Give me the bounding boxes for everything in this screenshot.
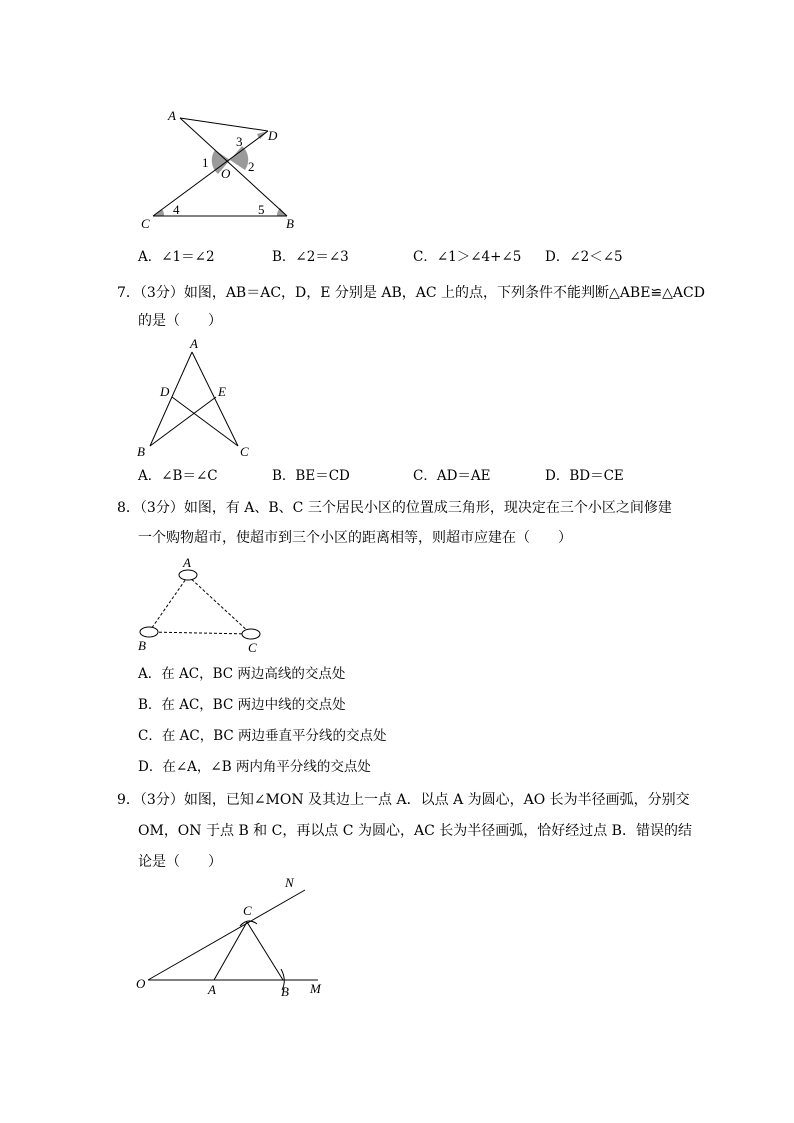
q7-label-D: D xyxy=(160,384,170,399)
q7-option-c[interactable]: C．AD＝AE xyxy=(413,468,491,484)
q7-segment-CD xyxy=(172,397,238,446)
q9-label-O: O xyxy=(136,976,146,991)
q9-label-A: A xyxy=(208,982,216,997)
q7-stem-line1: 7．（3分）如图，AB＝AC，D，E 分别是 AB，AC 上的点，下列条件不能判断△ABE≌△ACD xyxy=(117,285,705,301)
q7-segment-AC xyxy=(192,352,238,446)
q6-figure xyxy=(130,100,310,235)
q7-segment-AB xyxy=(150,352,192,446)
q6-label-A: A xyxy=(168,108,176,123)
q7-label-C: C xyxy=(240,444,249,459)
q8-figure xyxy=(130,555,270,655)
q9-label-C: C xyxy=(243,903,252,918)
q6-option-b[interactable]: B．∠2＝∠3 xyxy=(272,249,349,265)
q9-stem-line3: 论是（ ） xyxy=(138,854,222,870)
q8-path-BC xyxy=(149,632,251,634)
q8-community-B xyxy=(140,627,158,637)
q8-option-a[interactable]: A．在 AC，BC 两边高线的交点处 xyxy=(138,666,346,682)
q8-path-AB xyxy=(149,576,188,632)
q7-option-b[interactable]: B．BE＝CD xyxy=(272,468,350,484)
q8-label-C: C xyxy=(248,640,257,655)
q9-stem-line2: OM，ON 于点 B 和 C，再以点 C 为圆心，AC 长为半径画弧，恰好经过点 B．错误的结 xyxy=(138,823,692,839)
q8-label-A: A xyxy=(183,555,191,570)
q8-stem-line1: 8．（3分）如图，有 A、B、C 三个居民小区的位置成三角形，现决定在三个小区之间修建 xyxy=(117,500,672,516)
q9-segment-AC xyxy=(214,922,247,980)
q6-option-a[interactable]: A．∠1＝∠2 xyxy=(138,249,215,265)
q6-label-angle-3: 3 xyxy=(236,134,243,149)
q8-community-C xyxy=(242,629,260,639)
q8-community-A xyxy=(179,570,197,580)
q6-label-angle-2: 2 xyxy=(248,159,255,174)
q8-option-c[interactable]: C．在 AC，BC 两边垂直平分线的交点处 xyxy=(138,728,387,744)
q7-stem-line2: 的是（ ） xyxy=(138,313,222,329)
q9-label-B: B xyxy=(281,984,289,999)
q9-label-N: N xyxy=(285,875,294,890)
q7-segment-BE xyxy=(150,397,216,446)
q9-figure xyxy=(130,872,330,1002)
q7-label-B: B xyxy=(137,444,145,459)
q7-label-A: A xyxy=(190,336,198,351)
q6-label-angle-4: 4 xyxy=(173,202,180,217)
q9-stem-line1: 9．（3分）如图，已知∠MON 及其边上一点 A．以点 A 为圆心，AO 长为半径画弧，分别交 xyxy=(117,792,690,808)
q6-label-D: D xyxy=(268,128,278,143)
q8-label-B: B xyxy=(138,638,146,653)
q6-option-c[interactable]: C．∠1＞∠4+∠5 xyxy=(413,249,522,265)
q7-option-a[interactable]: A．∠B＝∠C xyxy=(138,468,218,484)
q6-option-d[interactable]: D．∠2＜∠5 xyxy=(545,249,623,265)
q6-label-angle-1: 1 xyxy=(202,155,209,170)
q6-label-B: B xyxy=(286,216,294,231)
q8-stem-line2: 一个购物超市，使超市到三个小区的距离相等，则超市应建在（ ） xyxy=(138,530,572,546)
q7-label-E: E xyxy=(218,384,226,399)
q9-ray-ON xyxy=(148,890,305,980)
q9-label-M: M xyxy=(310,981,321,996)
q8-option-d[interactable]: D．在∠A，∠B 两内角平分线的交点处 xyxy=(138,759,371,775)
q7-option-d[interactable]: D．BD＝CE xyxy=(545,468,624,484)
q8-option-b[interactable]: B．在 AC，BC 两边中线的交点处 xyxy=(138,697,346,713)
q6-label-angle-5: 5 xyxy=(258,202,265,217)
q8-path-AC xyxy=(188,576,251,634)
q6-label-C: C xyxy=(141,216,150,231)
q7-figure xyxy=(130,335,260,460)
q6-label-O: O xyxy=(221,166,231,181)
q9-segment-CB xyxy=(247,922,283,980)
q6-segment-AD xyxy=(180,118,268,131)
